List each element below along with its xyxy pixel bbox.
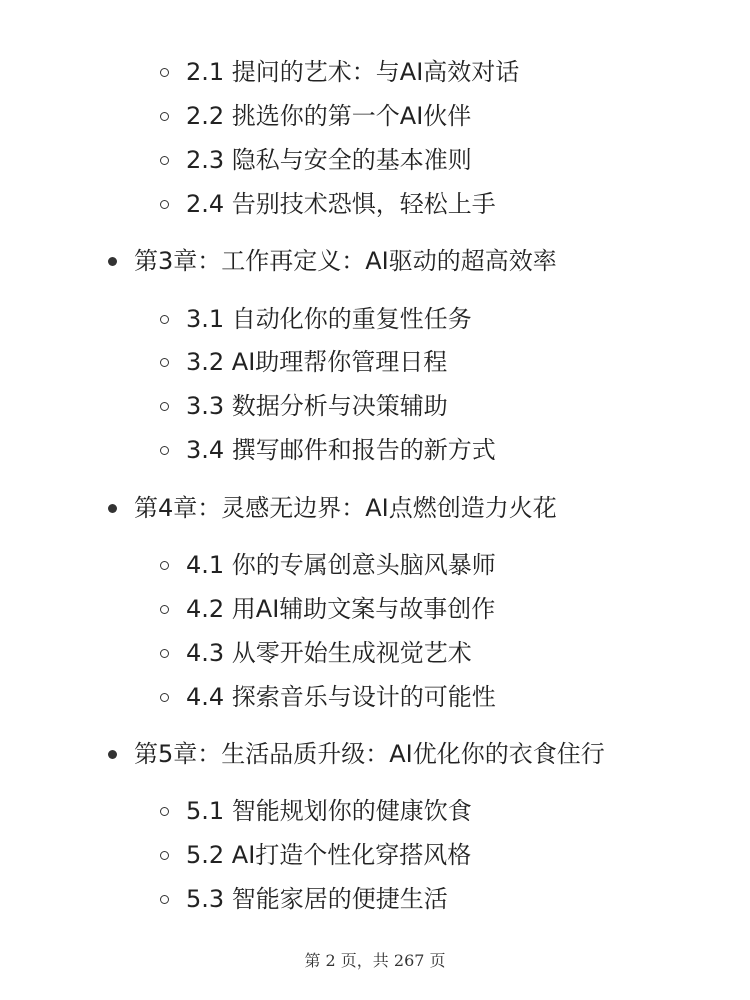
outline-section-item [160, 435, 496, 465]
chapter-title: 第4章：灵感无边界：AI点燃创造力火花 [134, 494, 557, 522]
circle-bullet-icon [160, 315, 169, 324]
circle-bullet-icon [160, 446, 169, 455]
outline-chapter-item [108, 493, 557, 523]
section-title: 2.1 提问的艺术：与AI高效对话 [186, 58, 520, 86]
outline-section-item [160, 594, 495, 624]
section-title: 4.1 你的专属创意头脑风暴师 [186, 551, 496, 579]
outline-section-item [160, 638, 472, 668]
section-title: 3.3 数据分析与决策辅助 [186, 392, 448, 420]
disc-bullet-icon [108, 257, 117, 266]
section-title: 5.1 智能规划你的健康饮食 [186, 797, 472, 825]
section-title: 3.2 AI助理帮你管理日程 [186, 348, 448, 376]
outline-section-item [160, 550, 496, 580]
outline-section-item [160, 101, 471, 131]
circle-bullet-icon [160, 358, 169, 367]
outline-section-item [160, 884, 448, 914]
chapter-title: 第5章：生活品质升级：AI优化你的衣食住行 [134, 740, 605, 768]
outline-section-item [160, 796, 472, 826]
circle-bullet-icon [160, 649, 169, 658]
circle-bullet-icon [160, 605, 169, 614]
circle-bullet-icon [160, 895, 169, 904]
disc-bullet-icon [108, 504, 117, 513]
section-title: 5.3 智能家居的便捷生活 [186, 885, 448, 913]
circle-bullet-icon [160, 851, 169, 860]
circle-bullet-icon [160, 807, 169, 816]
section-title: 3.4 撰写邮件和报告的新方式 [186, 436, 496, 464]
outline-section-item [160, 57, 519, 87]
section-title: 4.2 用AI辅助文案与故事创作 [186, 595, 496, 623]
outline-section-item [160, 304, 472, 334]
outline-section-item [160, 682, 496, 712]
section-title: 4.4 探索音乐与设计的可能性 [186, 683, 496, 711]
circle-bullet-icon [160, 693, 169, 702]
outline-section-item [160, 347, 447, 377]
chapter-title: 第3章：工作再定义：AI驱动的超高效率 [134, 247, 557, 275]
section-title: 3.1 自动化你的重复性任务 [186, 305, 472, 333]
circle-bullet-icon [160, 68, 169, 77]
circle-bullet-icon [160, 156, 169, 165]
outline-chapter-item [108, 739, 605, 769]
circle-bullet-icon [160, 200, 169, 209]
section-title: 2.4 告别技术恐惧，轻松上手 [186, 190, 496, 218]
disc-bullet-icon [108, 750, 117, 759]
outline-chapter-item [108, 246, 557, 276]
circle-bullet-icon [160, 402, 169, 411]
circle-bullet-icon [160, 561, 169, 570]
outline-section-item [160, 840, 471, 870]
outline-section-item [160, 145, 472, 175]
section-title: 5.2 AI打造个性化穿搭风格 [186, 841, 472, 869]
page-number-footer: 第 2 页，共 267 页 [304, 951, 446, 970]
circle-bullet-icon [160, 112, 169, 121]
outline-section-item [160, 189, 496, 219]
section-title: 2.2 挑选你的第一个AI伙伴 [186, 102, 472, 130]
outline-section-item [160, 391, 448, 421]
section-title: 2.3 隐私与安全的基本准则 [186, 146, 472, 174]
section-title: 4.3 从零开始生成视觉艺术 [186, 639, 472, 667]
